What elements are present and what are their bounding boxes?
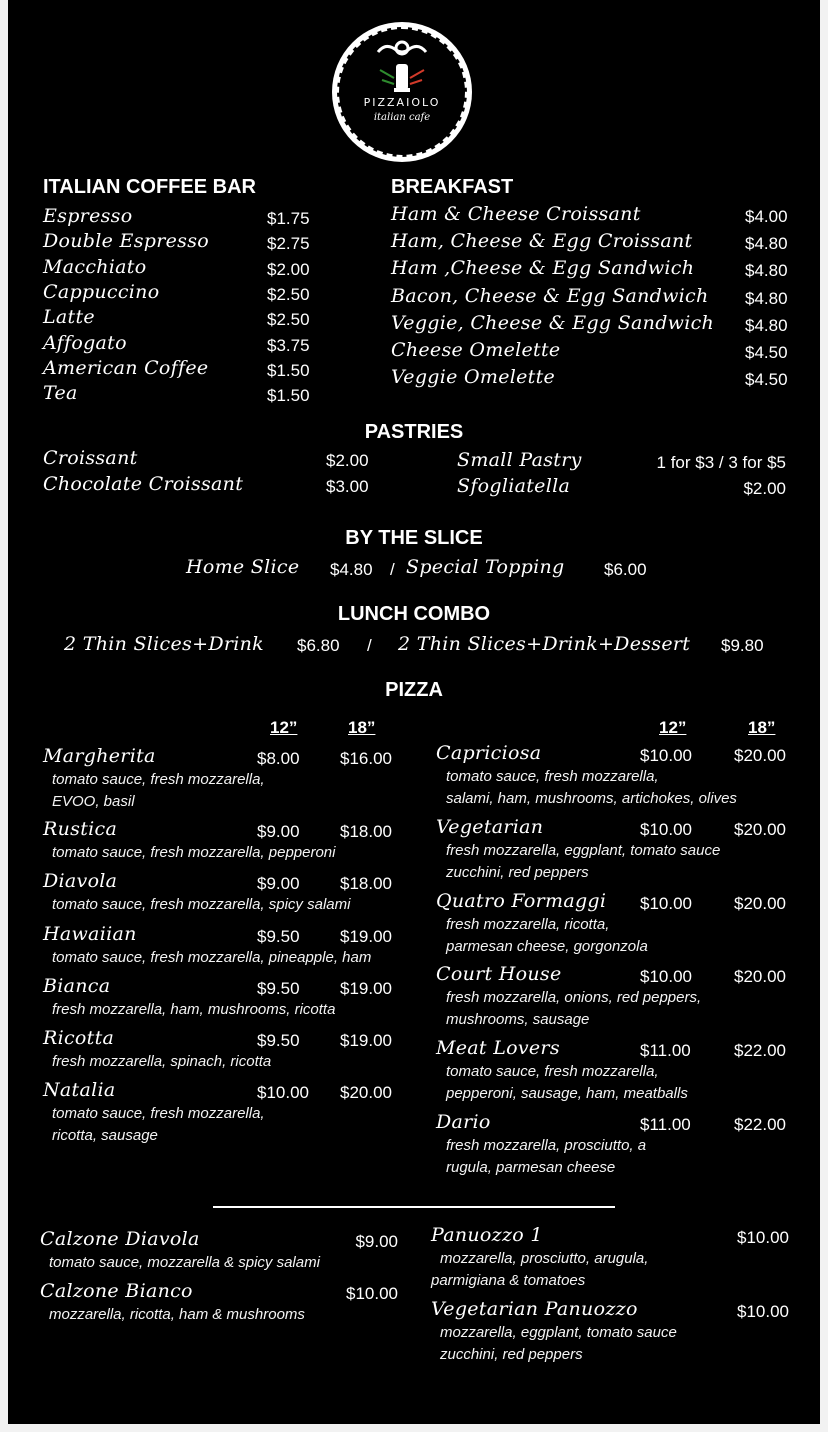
pizza-price-12: $9.50: [257, 979, 300, 998]
home-slice-price: $4.80: [330, 560, 373, 579]
pizza-description: fresh mozzarella, onions, red peppers,: [446, 989, 702, 1006]
extra-item-description: mozzarella, ricotta, ham & mushrooms: [49, 1306, 305, 1323]
pastry-item-price: $2.00: [326, 451, 369, 470]
extra-item-description: mozzarella, eggplant, tomato sauce: [440, 1324, 677, 1341]
coffee-item-name: Latte: [43, 306, 95, 329]
pizza-price-18: $18.00: [340, 822, 392, 841]
breakfast-item-name: Ham ,Cheese & Egg Sandwich: [391, 257, 695, 280]
combo-a-price: $6.80: [297, 636, 340, 655]
coffee-item-price: $2.75: [267, 234, 310, 254]
pizza-price-18: $20.00: [734, 967, 786, 986]
pastries-title: PASTRIES: [364, 421, 464, 443]
coffee-item-name: American Coffee: [43, 356, 209, 379]
pizza-description: tomato sauce, fresh mozzarella,: [52, 1105, 265, 1122]
extra-item-name: Calzone Bianco: [40, 1280, 193, 1302]
breakfast-item-price: $4.50: [745, 370, 788, 390]
pastry-item-price: $2.00: [743, 479, 786, 498]
coffee-item-price: $2.00: [267, 259, 310, 279]
pizza-description: zucchini, red peppers: [446, 864, 589, 881]
pizza-description: salami, ham, mushrooms, artichokes, olives: [446, 790, 737, 807]
pizza-price-12: $10.00: [640, 894, 692, 913]
chef-hand-icon: [372, 40, 432, 96]
extra-item-name: Vegetarian Panuozzo: [431, 1298, 638, 1320]
pizza-description: tomato sauce, fresh mozzarella, spicy salami: [52, 896, 351, 913]
coffee-item-name: Double Espresso: [43, 230, 209, 253]
home-slice-name: Home Slice: [186, 556, 300, 578]
pizza-name: Diavola: [43, 870, 118, 892]
combo-b-name: 2 Thin Slices+Drink+Dessert: [398, 633, 691, 655]
breakfast-item-name: Ham, Cheese & Egg Croissant: [391, 230, 693, 253]
pastry-item-name: Sfogliatella: [457, 475, 571, 497]
coffee-item-price: $1.75: [267, 209, 310, 228]
pizza-price-18: $20.00: [734, 746, 786, 765]
pizza-price-12: $9.00: [257, 822, 300, 841]
pizza-price-18: $22.00: [734, 1041, 786, 1060]
extra-item-description: tomato sauce, mozzarella & spicy salami: [49, 1254, 320, 1271]
pastry-item-name: Small Pastry: [457, 449, 582, 471]
coffee-item-price: $1.50: [267, 386, 310, 406]
breakfast-item-name: Veggie Omelette: [391, 366, 556, 389]
pizza-price-18: $16.00: [340, 749, 392, 768]
extra-item-price: $10.00: [737, 1302, 789, 1321]
pizza-description: tomato sauce, fresh mozzarella, pepperoni: [52, 844, 336, 861]
coffee-item-name: Tea: [43, 382, 78, 405]
pizza-price-12: $11.00: [640, 1115, 691, 1134]
special-topping-name: Special Topping: [406, 556, 565, 578]
coffee-item-price: $1.50: [267, 360, 310, 380]
pizza-description: tomato sauce, fresh mozzarella,: [446, 1063, 659, 1080]
size-12-right: 12”: [659, 718, 687, 737]
pastry-item-price: $3.00: [326, 477, 369, 496]
pizza-price-18: $22.00: [734, 1115, 786, 1134]
extra-item-description: zucchini, red peppers: [440, 1346, 583, 1363]
coffee-item-name: Cappuccino: [43, 280, 160, 303]
pizza-price-12: $9.50: [257, 1031, 300, 1050]
coffee-item-name: Espresso: [43, 205, 133, 227]
pastry-item-name: Chocolate Croissant: [43, 473, 244, 495]
size-12-left: 12”: [270, 718, 298, 737]
coffee-item-name: Macchiato: [43, 255, 147, 278]
extra-item-name: Panuozzo 1: [431, 1224, 543, 1246]
breakfast-item-name: Ham & Cheese Croissant: [391, 203, 641, 225]
pizza-name: Hawaiian: [43, 923, 137, 945]
pizza-description: EVOO, basil: [52, 793, 135, 810]
pastry-item-price: 1 for $3 / 3 for $5: [656, 453, 786, 472]
breakfast-item-price: $4.80: [745, 261, 788, 281]
pizza-price-18: $20.00: [734, 894, 786, 913]
pizza-price-18: $20.00: [734, 820, 786, 839]
pizza-description: ricotta, sausage: [52, 1127, 158, 1144]
extra-item-price: $9.00: [355, 1232, 398, 1251]
coffee-item-price: $3.75: [267, 335, 310, 355]
breakfast-item-price: $4.80: [745, 315, 788, 335]
pizza-name: Dario: [436, 1111, 491, 1133]
slice-separator: /: [390, 560, 395, 579]
pizza-price-12: $9.00: [257, 874, 300, 893]
size-18-right: 18”: [748, 718, 776, 737]
pizza-price-12: $10.00: [640, 967, 692, 986]
special-topping-price: $6.00: [604, 560, 647, 579]
logo-tagline: italian cafe: [373, 112, 431, 123]
pizza-price-12: $10.00: [257, 1083, 309, 1102]
pizza-name: Ricotta: [43, 1027, 115, 1049]
breakfast-item-name: Bacon, Cheese & Egg Sandwich: [391, 284, 709, 307]
pizza-description: fresh mozzarella, spinach, ricotta: [52, 1053, 272, 1070]
pastry-item-name: Croissant: [43, 447, 138, 469]
pizza-name: Bianca: [43, 975, 111, 997]
pizza-description: fresh mozzarella, prosciutto, a: [446, 1137, 647, 1154]
pizza-description: tomato sauce, fresh mozzarella, pineapple, ham: [52, 949, 372, 966]
logo-brand: PIZZAIOLO: [363, 96, 441, 109]
combo-b-price: $9.80: [721, 636, 764, 655]
pizza-description: parmesan cheese, gorgonzola: [446, 938, 648, 955]
breakfast-item-price: $4.80: [745, 288, 788, 308]
breakfast-item-price: $4.80: [745, 234, 788, 254]
pizzaiolo-logo: [332, 22, 472, 162]
pizza-title: PIZZA: [385, 679, 443, 701]
pizza-price-18: $19.00: [340, 979, 392, 998]
pizza-name: Rustica: [43, 818, 118, 840]
breakfast-item-name: Veggie, Cheese & Egg Sandwich: [391, 311, 715, 334]
pizza-description: fresh mozzarella, ricotta,: [446, 916, 610, 933]
combo-title: LUNCH COMBO: [337, 603, 491, 625]
pizza-description: fresh mozzarella, ham, mushrooms, ricotta: [52, 1001, 336, 1018]
pizza-price-18: $18.00: [340, 874, 392, 893]
coffee-item-name: Affogato: [43, 331, 127, 354]
breakfast-item-price: $4.50: [745, 343, 788, 362]
coffee-item-price: $2.50: [267, 284, 310, 304]
extra-item-description: parmigiana & tomatoes: [431, 1272, 586, 1289]
pizza-description: mushrooms, sausage: [446, 1011, 590, 1028]
pizza-name: Natalia: [43, 1079, 116, 1101]
pizza-name: Margherita: [43, 745, 156, 767]
pizza-description: pepperoni, sausage, ham, meatballs: [446, 1085, 688, 1102]
pizza-price-18: $20.00: [340, 1083, 392, 1102]
pizza-price-12: $8.00: [257, 749, 300, 768]
pizza-description: rugula, parmesan cheese: [446, 1159, 616, 1176]
pizza-description: tomato sauce, fresh mozzarella,: [52, 771, 265, 788]
pizza-description: tomato sauce, fresh mozzarella,: [446, 768, 659, 785]
coffee-title: ITALIAN COFFEE BAR: [43, 176, 256, 198]
pizza-name: Quatro Formaggi: [436, 890, 607, 912]
pizza-price-12: $10.00: [640, 746, 692, 765]
slice-title: BY THE SLICE: [345, 527, 483, 549]
pizza-name: Court House: [436, 963, 562, 985]
combo-separator: /: [367, 636, 372, 655]
size-18-left: 18”: [348, 718, 376, 737]
extra-item-description: mozzarella, prosciutto, arugula,: [440, 1250, 649, 1267]
section-divider: [213, 1206, 615, 1208]
coffee-item-price: $2.50: [267, 310, 310, 330]
breakfast-title: BREAKFAST: [391, 176, 514, 198]
pizza-price-12: $11.00: [640, 1041, 691, 1060]
breakfast-item-price: $4.00: [745, 207, 788, 226]
pizza-price-18: $19.00: [340, 927, 392, 946]
pizza-name: Meat Lovers: [436, 1037, 560, 1059]
pizza-price-12: $9.50: [257, 927, 300, 946]
pizza-description: fresh mozzarella, eggplant, tomato sauce: [446, 842, 721, 859]
breakfast-item-name: Cheese Omelette: [391, 339, 561, 361]
extra-item-price: $10.00: [346, 1284, 398, 1303]
pizza-name: Vegetarian: [436, 816, 544, 838]
pizza-price-18: $19.00: [340, 1031, 392, 1050]
menu-board: [8, 0, 820, 1424]
pizza-name: Capriciosa: [436, 742, 542, 764]
pizza-price-12: $10.00: [640, 820, 692, 839]
extra-item-name: Calzone Diavola: [40, 1228, 200, 1250]
combo-a-name: 2 Thin Slices+Drink: [64, 633, 264, 655]
extra-item-price: $10.00: [737, 1228, 789, 1247]
